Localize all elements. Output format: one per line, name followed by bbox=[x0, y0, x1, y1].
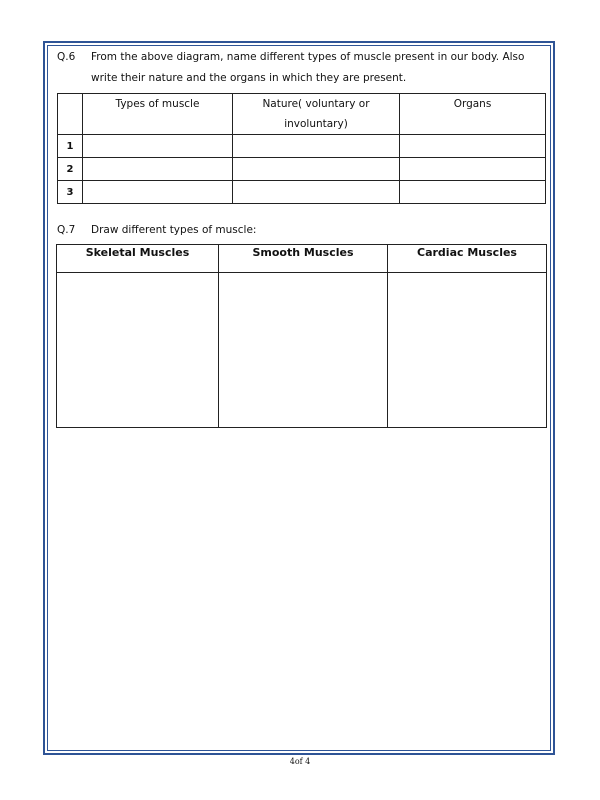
q6-header-nature-line2: involuntary) bbox=[284, 118, 348, 130]
answer-cell-nature[interactable] bbox=[233, 181, 400, 204]
table-row bbox=[58, 181, 546, 204]
q6-text-line1: From the above diagram, name different types of muscle present in our body. Also bbox=[91, 51, 525, 63]
table-row bbox=[58, 158, 546, 181]
answer-cell-type[interactable] bbox=[83, 181, 233, 204]
row-number: 2 bbox=[58, 158, 83, 181]
page-number: 4of 4 bbox=[289, 757, 311, 766]
q6-table bbox=[57, 93, 546, 204]
q6-text-line2: write their nature and the organs in which they are present. bbox=[91, 72, 407, 84]
q6-table-header-row bbox=[58, 94, 546, 135]
drawing-area-smooth[interactable] bbox=[219, 273, 388, 428]
q7-number: Q.7 bbox=[57, 224, 76, 236]
drawing-area-cardiac[interactable] bbox=[388, 273, 547, 428]
q6-header-nature-line1: Nature( voluntary or bbox=[262, 98, 370, 110]
q7-header-smooth: Smooth Muscles bbox=[219, 245, 388, 273]
q6-header-organs: Organs bbox=[400, 94, 546, 135]
q6-number: Q.6 bbox=[57, 51, 76, 63]
q7-table bbox=[56, 244, 547, 428]
answer-cell-organs[interactable] bbox=[400, 135, 546, 158]
answer-cell-type[interactable] bbox=[83, 135, 233, 158]
q6-header-nature bbox=[233, 94, 400, 135]
row-number: 1 bbox=[58, 135, 83, 158]
answer-cell-organs[interactable] bbox=[400, 181, 546, 204]
drawing-row bbox=[57, 273, 547, 428]
q7-text: Draw different types of muscle: bbox=[91, 224, 257, 236]
q7-header-skeletal: Skeletal Muscles bbox=[57, 245, 219, 273]
answer-cell-nature[interactable] bbox=[233, 135, 400, 158]
drawing-area-skeletal[interactable] bbox=[57, 273, 219, 428]
row-number: 3 bbox=[58, 181, 83, 204]
q7-header-cardiac: Cardiac Muscles bbox=[388, 245, 547, 273]
answer-cell-nature[interactable] bbox=[233, 158, 400, 181]
answer-cell-organs[interactable] bbox=[400, 158, 546, 181]
q6-header-number bbox=[58, 94, 83, 135]
q6-header-types: Types of muscle bbox=[83, 94, 233, 135]
q7-table-header-row bbox=[57, 245, 547, 273]
answer-cell-type[interactable] bbox=[83, 158, 233, 181]
table-row bbox=[58, 135, 546, 158]
